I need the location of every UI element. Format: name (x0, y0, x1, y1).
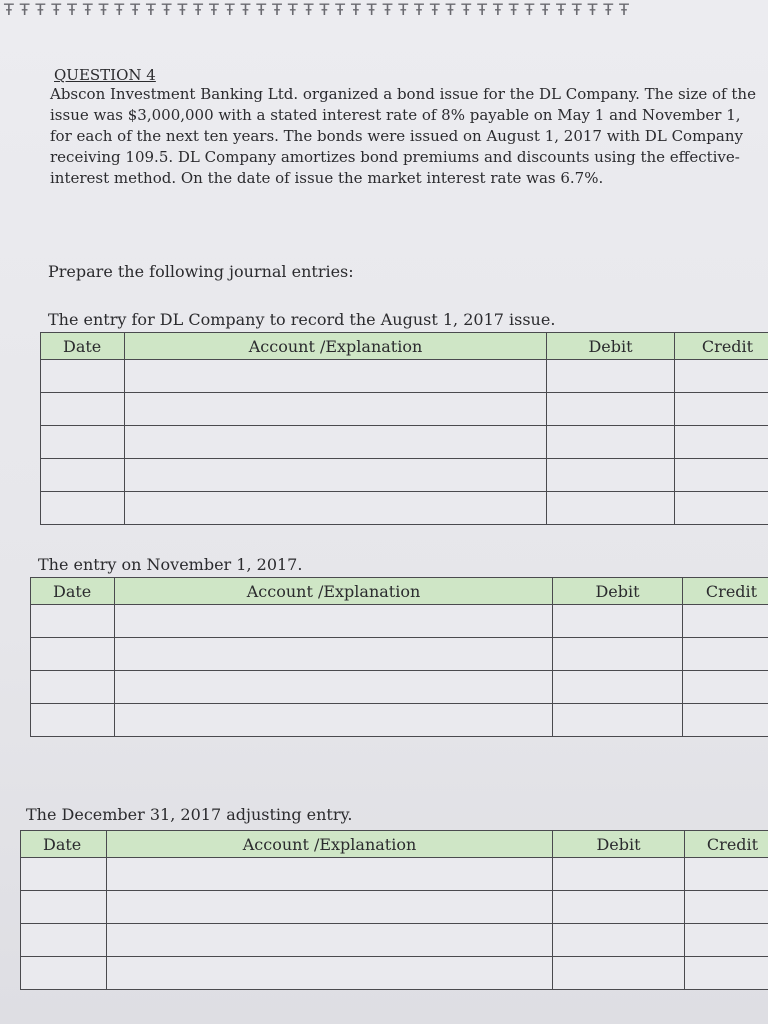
credit-cell[interactable] (683, 605, 768, 638)
entry-3-caption: The December 31, 2017 adjusting entry. (26, 805, 353, 824)
date-cell[interactable] (31, 671, 115, 704)
date-cell[interactable] (41, 393, 125, 426)
date-cell[interactable] (21, 891, 107, 924)
debit-cell[interactable] (547, 492, 675, 525)
debit-cell[interactable] (553, 638, 683, 671)
table-row (31, 704, 768, 737)
date-column-header: Date (31, 578, 115, 605)
table-row (41, 492, 768, 525)
debit-cell[interactable] (547, 360, 675, 393)
credit-cell[interactable] (675, 360, 768, 393)
date-cell[interactable] (31, 605, 115, 638)
account-cell[interactable] (125, 459, 547, 492)
date-column-header: Date (21, 831, 107, 858)
table-row (41, 426, 768, 459)
credit-cell[interactable] (675, 492, 768, 525)
credit-cell[interactable] (685, 924, 768, 957)
table-row (21, 924, 768, 957)
date-cell[interactable] (41, 492, 125, 525)
credit-column-header: Credit (683, 578, 768, 605)
perforated-edge: ŦŦŦŦŦŦŦŦŦŦŦŦŦŦŦŦŦŦŦŦŦŦŦŦŦŦŦŦŦŦŦŦŦŦŦŦŦŦŦŦ (4, 0, 635, 19)
debit-cell[interactable] (553, 605, 683, 638)
date-cell[interactable] (31, 704, 115, 737)
table-row (41, 459, 768, 492)
date-cell[interactable] (41, 459, 125, 492)
credit-cell[interactable] (675, 393, 768, 426)
debit-column-header: Debit (553, 831, 685, 858)
debit-cell[interactable] (547, 393, 675, 426)
credit-column-header: Credit (675, 333, 768, 360)
debit-column-header: Debit (547, 333, 675, 360)
account-cell[interactable] (107, 957, 553, 990)
credit-cell[interactable] (683, 704, 768, 737)
debit-cell[interactable] (547, 426, 675, 459)
account-cell[interactable] (107, 891, 553, 924)
credit-column-header: Credit (685, 831, 768, 858)
table-row (31, 605, 768, 638)
debit-cell[interactable] (553, 671, 683, 704)
date-cell[interactable] (21, 924, 107, 957)
question-text: Abscon Investment Banking Ltd. organized a bond issue for the DL Company. The size of the issue was $3,000,000 with a stated interest rate of 8% payable on May 1 and November 1, for each of the next ten years. The bonds were issued on August 1, 2017 with DL Company receiving 109.5. DL Company amortizes bond premiums and discounts using the effective-interest method. On the date of issue the market interest rate was 6.7%. (50, 85, 756, 187)
table-row (21, 858, 768, 891)
credit-cell[interactable] (675, 426, 768, 459)
account-column-header: Account /Explanation (125, 333, 547, 360)
credit-cell[interactable] (683, 671, 768, 704)
credit-cell[interactable] (675, 459, 768, 492)
journal-table-adjusting (20, 830, 768, 990)
account-cell[interactable] (125, 426, 547, 459)
account-cell[interactable] (107, 858, 553, 891)
debit-cell[interactable] (547, 459, 675, 492)
question-heading: QUESTION 4 (54, 66, 156, 84)
debit-column-header: Debit (553, 578, 683, 605)
credit-cell[interactable] (685, 957, 768, 990)
date-column-header: Date (41, 333, 125, 360)
account-cell[interactable] (115, 671, 553, 704)
account-cell[interactable] (107, 924, 553, 957)
table-row (21, 957, 768, 990)
debit-cell[interactable] (553, 957, 685, 990)
journal-table-issue (40, 332, 768, 525)
date-cell[interactable] (21, 957, 107, 990)
date-cell[interactable] (41, 426, 125, 459)
account-cell[interactable] (115, 704, 553, 737)
account-cell[interactable] (125, 393, 547, 426)
account-cell[interactable] (125, 492, 547, 525)
debit-cell[interactable] (553, 704, 683, 737)
account-cell[interactable] (115, 605, 553, 638)
account-column-header: Account /Explanation (115, 578, 553, 605)
credit-cell[interactable] (683, 638, 768, 671)
table-row (41, 393, 768, 426)
instruction-text: Prepare the following journal entries: (48, 262, 354, 281)
date-cell[interactable] (41, 360, 125, 393)
account-cell[interactable] (115, 638, 553, 671)
date-cell[interactable] (31, 638, 115, 671)
table-row (31, 638, 768, 671)
table-row (41, 360, 768, 393)
entry-1-caption: The entry for DL Company to record the August 1, 2017 issue. (48, 310, 556, 329)
table-row (21, 891, 768, 924)
date-cell[interactable] (21, 858, 107, 891)
entry-2-caption: The entry on November 1, 2017. (38, 555, 303, 574)
debit-cell[interactable] (553, 924, 685, 957)
credit-cell[interactable] (685, 858, 768, 891)
journal-table-november (30, 577, 768, 737)
table-row (31, 671, 768, 704)
account-column-header: Account /Explanation (107, 831, 553, 858)
account-cell[interactable] (125, 360, 547, 393)
debit-cell[interactable] (553, 858, 685, 891)
credit-cell[interactable] (685, 891, 768, 924)
debit-cell[interactable] (553, 891, 685, 924)
